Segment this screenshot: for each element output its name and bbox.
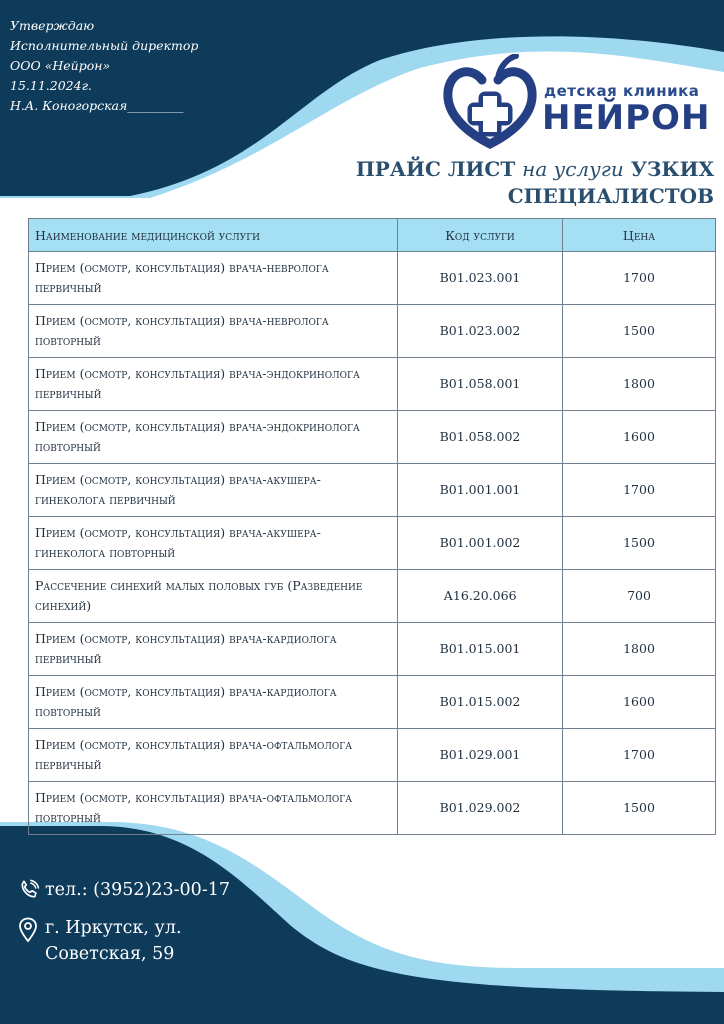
service-price: 1600 xyxy=(563,411,716,464)
service-name: Прием (осмотр, консультация) врача-невролога повторный xyxy=(29,305,398,358)
service-code: В01.001.001 xyxy=(398,464,563,517)
service-code: В01.001.002 xyxy=(398,517,563,570)
table-row xyxy=(29,782,716,835)
address-line: Советская, 59 xyxy=(45,944,175,964)
approval-block xyxy=(10,16,198,116)
table-row xyxy=(29,517,716,570)
table-row xyxy=(29,358,716,411)
approval-line: Н.А. Коногорская_________ xyxy=(10,98,184,113)
title-part: на услуги xyxy=(522,157,624,181)
service-name: Прием (осмотр, консультация) врача-акушера-гинеколога первичный xyxy=(29,464,398,517)
service-price: 700 xyxy=(563,570,716,623)
header-service-name: Наименование медицинской услуги xyxy=(29,219,398,252)
table-row xyxy=(29,464,716,517)
service-code: В01.058.001 xyxy=(398,358,563,411)
service-code: В01.058.002 xyxy=(398,411,563,464)
title-part: ПРАЙС ЛИСТ xyxy=(355,157,516,181)
logo-subtitle: детская клиника xyxy=(544,82,700,100)
service-price: 1800 xyxy=(563,623,716,676)
service-price: 1700 xyxy=(563,729,716,782)
service-code: В01.015.002 xyxy=(398,676,563,729)
service-name: Прием (осмотр, консультация) врача-кардиолога повторный xyxy=(29,676,398,729)
title-part: УЗКИХ xyxy=(630,157,714,181)
approval-line: Исполнительный директор xyxy=(10,38,199,53)
service-name: Прием (осмотр, консультация) врача-эндокринолога повторный xyxy=(29,411,398,464)
phone-text: тел.: (3952)23-00-17 xyxy=(45,880,230,900)
service-code: В01.015.001 xyxy=(398,623,563,676)
table-row xyxy=(29,305,716,358)
approval-line: 15.11.2024г. xyxy=(10,78,92,93)
service-code: В01.023.002 xyxy=(398,305,563,358)
phone-icon xyxy=(18,879,40,901)
title-part: СПЕЦИАЛИСТОВ xyxy=(507,184,714,208)
table-row xyxy=(29,729,716,782)
address-line: г. Иркутск, ул. xyxy=(45,918,182,938)
service-code: В01.029.001 xyxy=(398,729,563,782)
service-price: 1700 xyxy=(563,464,716,517)
table-row xyxy=(29,623,716,676)
service-price: 1500 xyxy=(563,517,716,570)
service-name: Прием (осмотр, консультация) врача-офтальмолога первичный xyxy=(29,729,398,782)
table-row xyxy=(29,570,716,623)
price-table xyxy=(28,218,716,835)
table-row xyxy=(29,252,716,305)
header-price: Цена xyxy=(563,219,716,252)
service-price: 1500 xyxy=(563,305,716,358)
service-name: Прием (осмотр, консультация) врача-акушера-гинеколога повторный xyxy=(29,517,398,570)
table-row xyxy=(29,676,716,729)
service-price: 1800 xyxy=(563,358,716,411)
table-header-row xyxy=(29,219,716,252)
approval-line: ООО «Нейрон» xyxy=(10,58,111,73)
service-name: Рассечение синехий малых половых губ (Разведение синехий) xyxy=(29,570,398,623)
service-price: 1500 xyxy=(563,782,716,835)
service-code: В01.023.001 xyxy=(398,252,563,305)
page-title xyxy=(314,156,714,210)
service-name: Прием (осмотр, консультация) врача-кардиолога первичный xyxy=(29,623,398,676)
service-price: 1600 xyxy=(563,676,716,729)
service-code: А16.20.066 xyxy=(398,570,563,623)
logo-name: НЕЙРОН xyxy=(542,98,711,138)
service-name: Прием (осмотр, консультация) врача-офтальмолога повторный xyxy=(29,782,398,835)
location-pin-icon xyxy=(18,917,38,943)
service-name: Прием (осмотр, консультация) врача-эндокринолога первичный xyxy=(29,358,398,411)
header-service-code: Код услуги xyxy=(398,219,563,252)
table-row xyxy=(29,411,716,464)
service-code: В01.029.002 xyxy=(398,782,563,835)
service-name: Прием (осмотр, консультация) врача-невролога первичный xyxy=(29,252,398,305)
approval-line: Утверждаю xyxy=(10,18,95,33)
service-price: 1700 xyxy=(563,252,716,305)
address-text xyxy=(45,915,182,967)
